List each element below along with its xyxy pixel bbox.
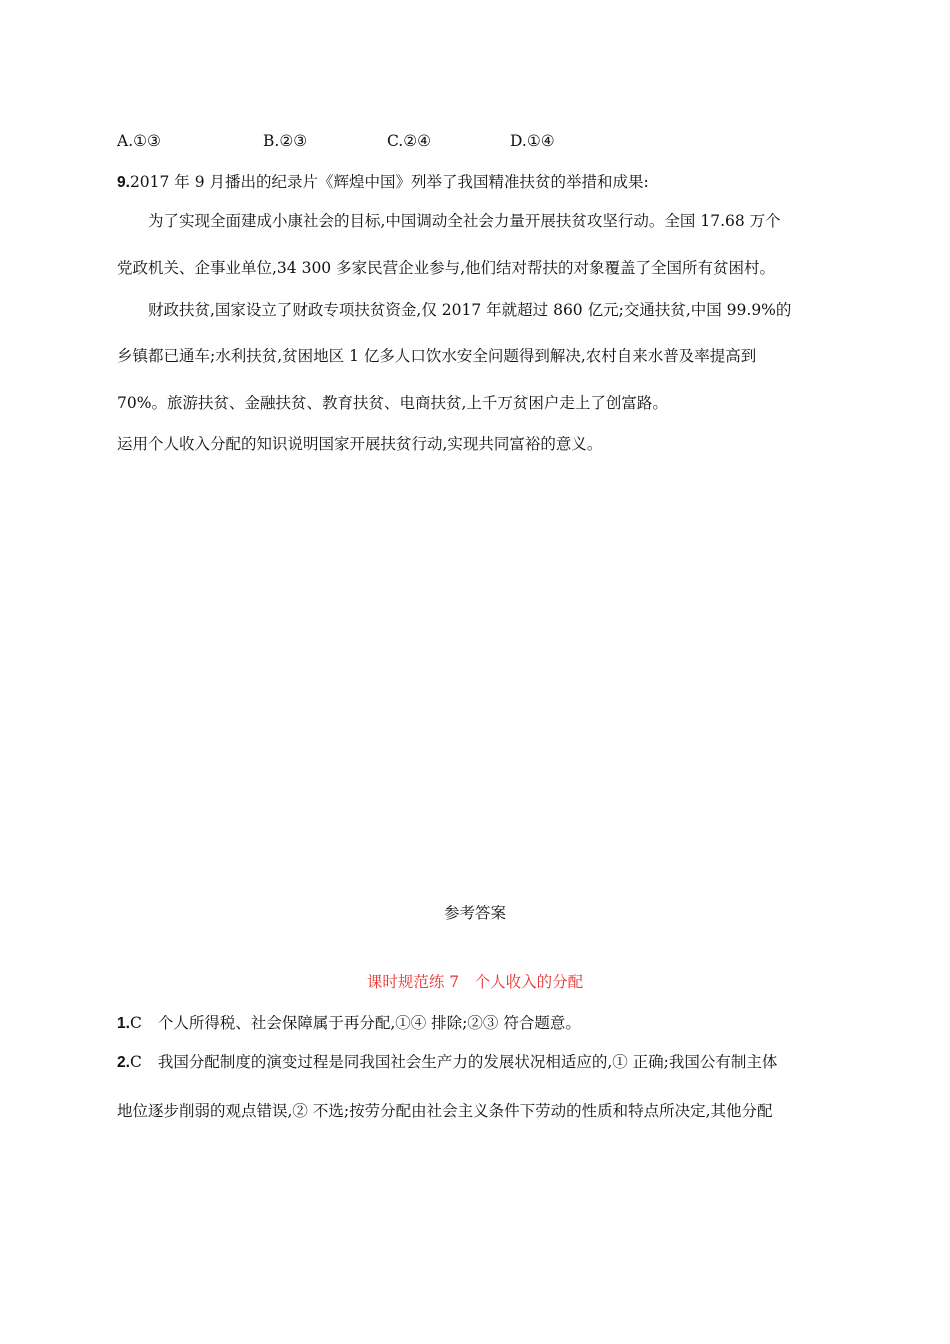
question-stem-text: 2017 年 9 月播出的纪录片《辉煌中国》列举了我国精准扶贫的举措和成果: (129, 173, 649, 191)
answer-explanation: 个人所得税、社会保障属于再分配,①④ 排除;②③ 符合题意。 (157, 1014, 581, 1032)
answer-explanation: 我国分配制度的演变过程是同我国社会生产力的发展状况相适应的,① 正确;我国公有制主体 (157, 1053, 778, 1071)
option-c: C.②④ (387, 132, 432, 150)
answer-choice: C (129, 1014, 142, 1032)
answer-number: 2. (117, 1054, 130, 1071)
answer-number: 1. (117, 1015, 130, 1032)
option-a: A.①③ (117, 132, 161, 150)
option-b: B.②③ (263, 132, 308, 150)
material-p1-line1: 为了实现全面建成小康社会的目标,中国调动全社会力量开展扶贫攻坚行动。全国 17.68 万个 (148, 212, 781, 230)
answer-2-line2: 地位逐步削弱的观点错误,② 不选;按劳分配由社会主义条件下劳动的性质和特点所决定,其他分配 (117, 1102, 773, 1120)
question-9-prompt: 运用个人收入分配的知识说明国家开展扶贫行动,实现共同富裕的意义。 (117, 435, 603, 453)
answers-heading: 参考答案 (443, 904, 506, 922)
answer-choice: C (129, 1053, 142, 1071)
section-title: 课时规范练 7 个人收入的分配 (366, 973, 584, 991)
material-p1-line2: 党政机关、企事业单位,34 300 多家民营企业参与,他们结对帮扶的对象覆盖了全国所有贫困村。 (117, 259, 776, 277)
material-p2-line2: 乡镇都已通车;水利扶贫,贫困地区 1 亿多人口饮水安全问题得到解决,农村自来水普及率提高到 (117, 347, 757, 365)
question-9-stem (117, 172, 649, 193)
question-number: 9. (117, 174, 130, 191)
material-p2-line1: 财政扶贫,国家设立了财政专项扶贫资金,仅 2017 年就超过 860 亿元;交通扶贫,中国 99.9%的 (148, 301, 792, 319)
answer-1 (117, 1013, 581, 1034)
material-p2-line3: 70%。旅游扶贫、金融扶贫、教育扶贫、电商扶贫,上千万贫困户走上了创富路。 (117, 394, 668, 412)
answer-2-line1 (117, 1052, 777, 1073)
option-d: D.①④ (510, 132, 555, 150)
